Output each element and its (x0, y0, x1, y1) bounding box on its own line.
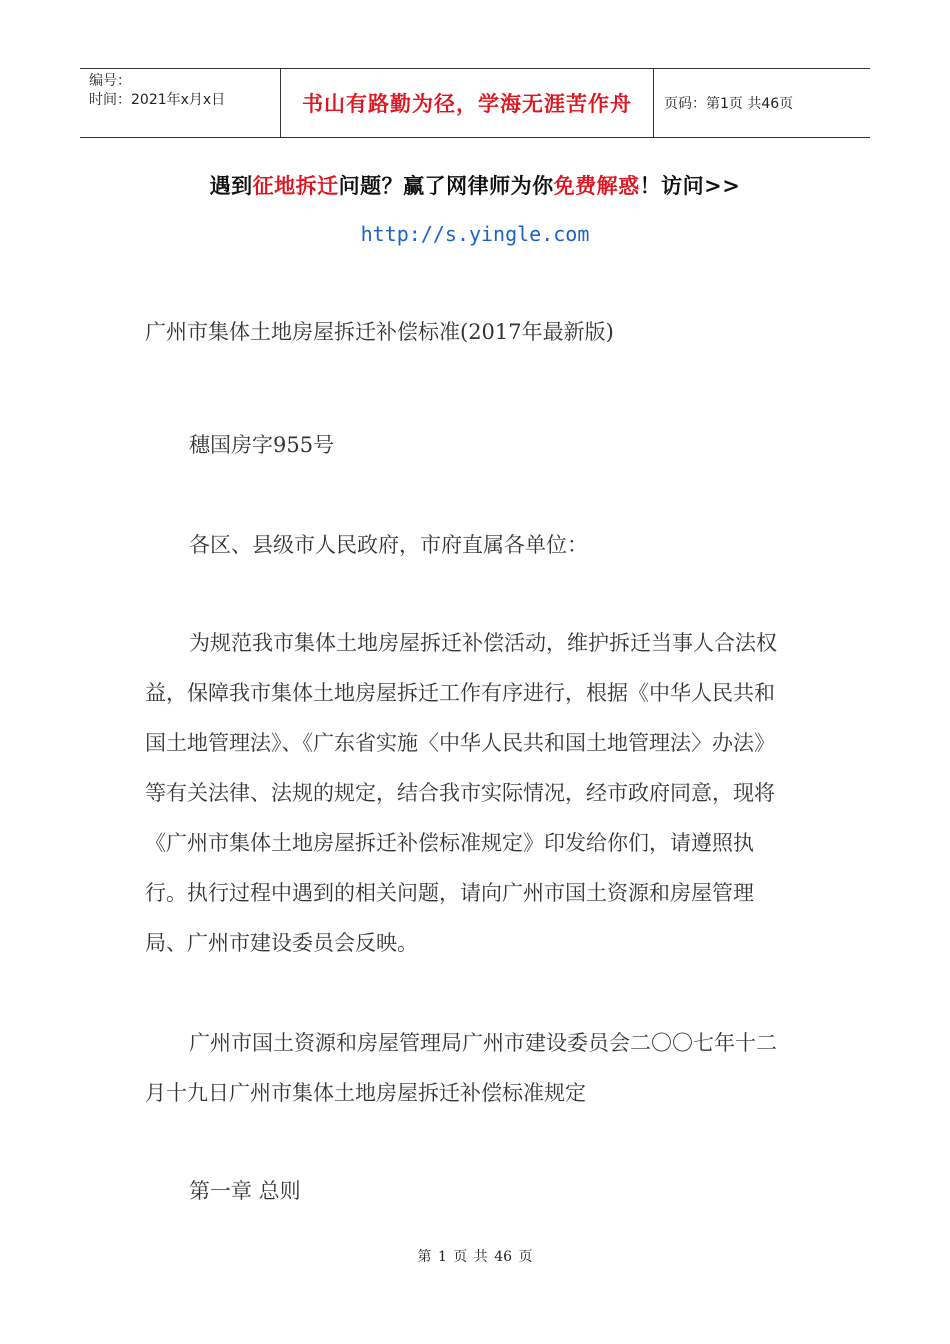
ad-text-3: ！访问>> (639, 173, 741, 198)
chapter-heading: 第一章 总则 (189, 1179, 301, 1203)
ad-link[interactable]: http://s.yingle.com (360, 222, 590, 246)
addressee: 各区、县级市人民政府，市府直属各单位： (189, 533, 588, 557)
page-footer: 第 1 页 共 46 页 (417, 1249, 533, 1265)
ad-banner[interactable] (0, 170, 950, 200)
page-info: 页码：第1页 共46页 (664, 96, 794, 112)
motto: 书山有路勤为径，学海无涯苦作舟 (281, 69, 654, 137)
ad-text-1: 遇到 (209, 173, 253, 198)
header-meta-cell (80, 69, 281, 137)
signature-paragraph: 广州市国土资源和房屋管理局广州市建设委员会二〇〇七年十二月十九日广州市集体土地房屋拆迁补偿标准规定 (145, 1031, 777, 1105)
time-label: 时间：2021年x月x日 (89, 92, 226, 108)
document-title: 广州市集体土地房屋拆迁补偿标准(2017年最新版) (145, 320, 614, 344)
ad-highlight-1: 征地拆迁 (252, 173, 339, 198)
code-label: 编号： (89, 73, 131, 89)
body-paragraph: 为规范我市集体土地房屋拆迁补偿活动，维护拆迁当事人合法权益，保障我市集体土地房屋拆迁工作有序进行，根据《中华人民共和国土地管理法》、《广东省实施〈中华人民共和国土地管理法〉办法》等有关法律、法规的规定，结合我市实际情况，经市政府同意，现将《广州市集体土地房屋拆迁补偿标准规定》印发给你们，请遵照执行。执行过程中遇到的相关问题，请向广州市国土资源和房屋管理局、广州市建设委员会反映。 (145, 631, 777, 955)
ad-text-2: 问题？赢了网律师为你 (338, 173, 554, 198)
document-number: 穗国房字955号 (189, 433, 335, 457)
ad-highlight-2: 免费解惑 (553, 173, 640, 198)
header-table (80, 68, 870, 138)
